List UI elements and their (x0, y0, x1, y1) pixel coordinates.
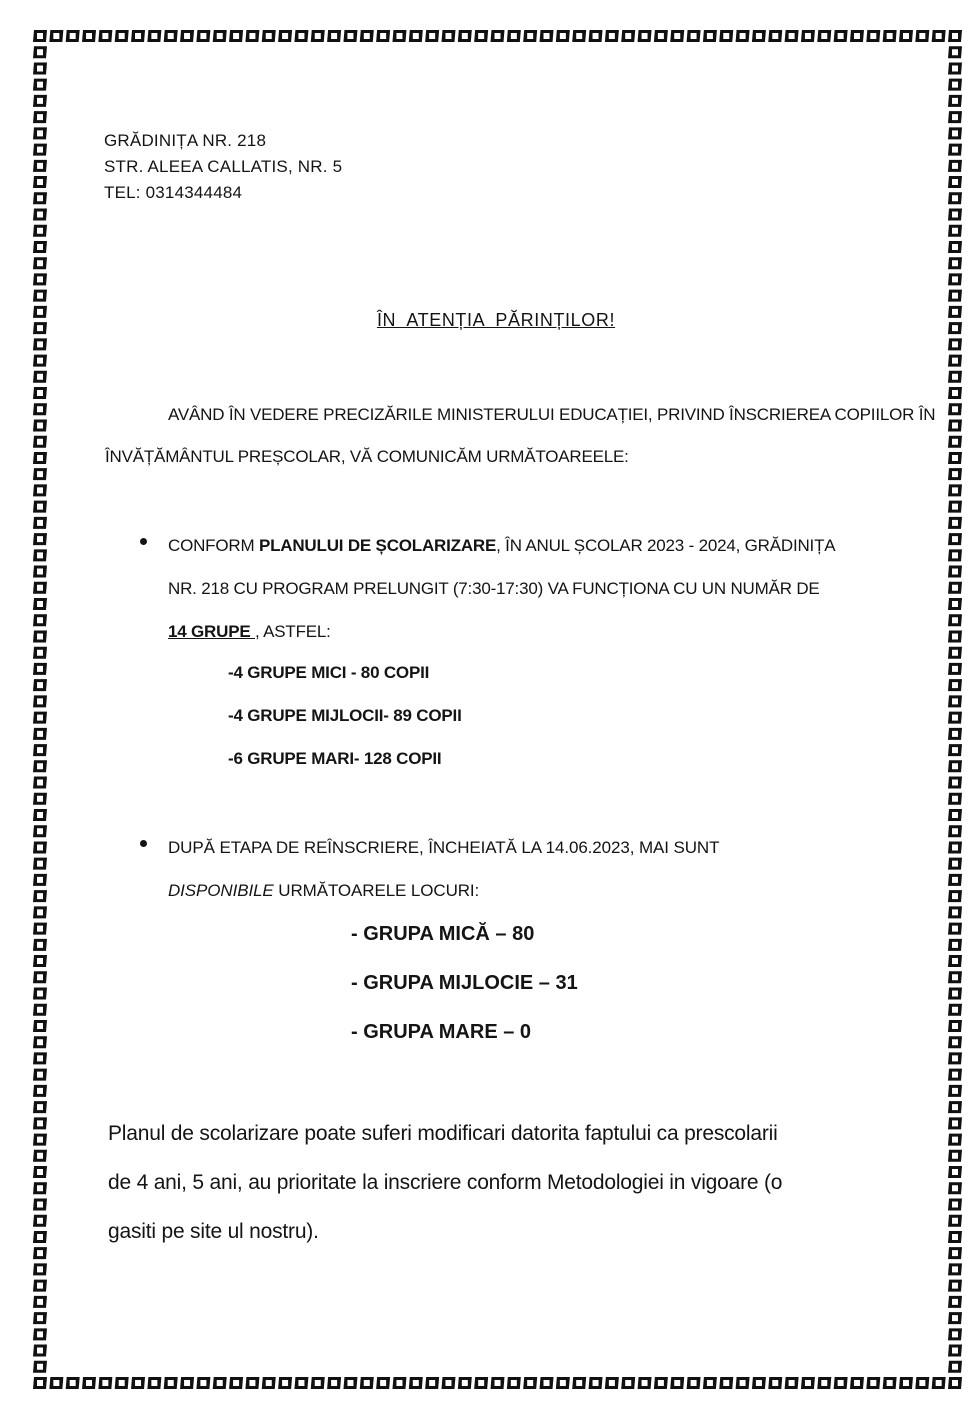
group-item: -4 GRUPE MIJLOCII- 89 COPII (228, 706, 462, 725)
group-item: -4 GRUPE MICI - 80 COPII (228, 663, 430, 682)
intro-paragraph (105, 394, 936, 478)
bullet-1-line-3 (168, 610, 888, 653)
bullet-2-line-2 (168, 869, 888, 912)
bullet-1-text (168, 524, 888, 653)
school-phone: TEL: 0314344484 (104, 183, 243, 202)
bullet-2-line-2-suffix: URMĂTOARELE LOCURI: (273, 881, 480, 900)
bullet-2-line-1: DUPĂ ETAPA DE REÎNSCRIERE, ÎNCHEIATĂ LA 14.06.2023, MAI SUNT (168, 838, 720, 857)
place-item: - GRUPA MARE – 0 (351, 1021, 532, 1043)
available-word: DISPONIBILE (168, 881, 274, 900)
bullet-1-suffix: , ÎN ANUL ȘCOLAR 2023 - 2024, GRĂDINIȚA (496, 536, 836, 555)
place-item: - GRUPA MIJLOCIE – 31 (351, 972, 578, 994)
place-item: - GRUPA MICĂ – 80 (351, 923, 535, 945)
school-header (104, 128, 342, 206)
bullet-1-line-2: NR. 218 CU PROGRAM PRELUNGIT (7:30-17:30) VA FUNCȚIONA CU UN NUMĂR DE (168, 579, 820, 598)
bullet-1-line-3-suffix: , ASTFEL: (255, 622, 331, 641)
bullet-1-prefix: CONFORM (168, 536, 259, 555)
note-line-1: Planul de scolarizare poate suferi modificari datorita faptului ca prescolarii (108, 1122, 778, 1145)
bullet-1-dot (140, 538, 147, 545)
closing-note (108, 1109, 908, 1256)
bullet-2-dot (140, 840, 147, 847)
page-title: ÎN ATENȚIA PĂRINȚILOR! (376, 310, 616, 330)
available-places-list (351, 910, 578, 1057)
groups-list (228, 651, 462, 780)
note-line-3: gasiti pe site ul nostru). (108, 1220, 319, 1243)
bullet-1-bold: PLANULUI DE ȘCOLARIZARE (258, 536, 497, 555)
note-line-2: de 4 ani, 5 ani, au prioritate la inscriere conform Metodologiei in vigoare (o (108, 1171, 783, 1194)
school-address: STR. ALEEA CALLATIS, NR. 5 (104, 157, 343, 176)
school-name: GRĂDINIȚA NR. 218 (104, 131, 267, 150)
intro-line-2: ÎNVĂȚĂMÂNTUL PREȘCOLAR, VĂ COMUNICĂM URMĂTOAREELE: (105, 447, 629, 466)
bullet-1-line-1 (168, 524, 888, 567)
group-item: -6 GRUPE MARI- 128 COPII (228, 749, 442, 768)
bullet-2-text (168, 826, 888, 912)
intro-line-1: AVÂND ÎN VEDERE PRECIZĂRILE MINISTERULUI EDUCAȚIEI, PRIVIND ÎNSCRIEREA COPIILOR ÎN (168, 405, 936, 424)
groups-count: 14 GRUPE (168, 622, 256, 641)
